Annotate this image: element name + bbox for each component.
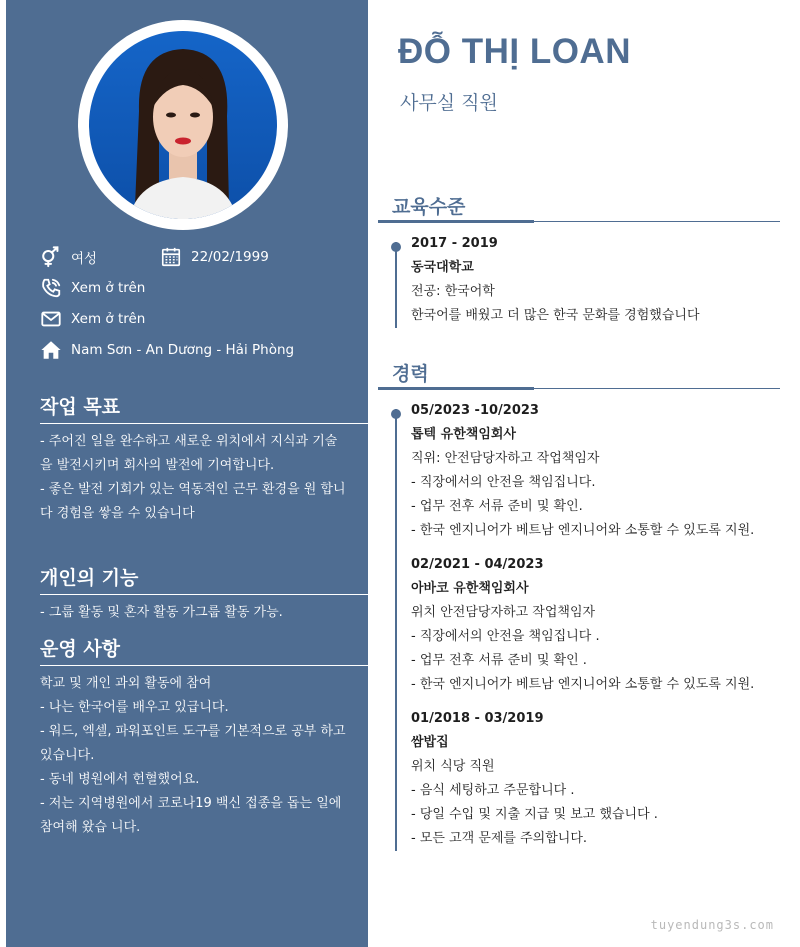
email-icon (40, 308, 62, 330)
activities-title: 운영 사항 (40, 634, 368, 666)
entry-line: 위치 안전담당자하고 작업책임자 (411, 605, 596, 620)
activities-line: - 워드, 엑셀, 파워포인트 도구를 기본적으로 공부 하고 있습니다. (40, 724, 346, 763)
objective-section (40, 392, 368, 526)
entry-line: - 직장에서의 안전을 책임집니다. (411, 475, 596, 490)
birthdate-text: 22/02/1999 (191, 249, 269, 265)
activities-line: - 저는 지역병원에서 코로나19 백신 접종을 돕는 일에참여해 왔습 니다. (40, 796, 342, 835)
experience-section (378, 359, 780, 851)
entry-line: - 당일 수입 및 지출 지급 및 보고 했습니다 . (411, 807, 658, 822)
profile-photo (89, 31, 277, 219)
entry-line: - 직장에서의 안전을 책임집니다 . (411, 629, 600, 644)
education-timeline (378, 232, 780, 328)
activities-line: 학교 및 개인 과외 활동에 참여 (40, 676, 212, 691)
entry-line: 위치 식당 직원 (411, 759, 495, 774)
entry-line: 직위: 안전담당자하고 작업책임자 (411, 451, 600, 466)
skills-title: 개인의 기능 (40, 563, 368, 595)
experience-entry (411, 707, 780, 851)
education-entry (411, 232, 780, 328)
skills-section (40, 563, 368, 625)
candidate-name: ĐỖ THỊ LOAN (398, 32, 631, 71)
objective-line: - 주어진 일을 완수하고 새로운 위치에서 지식과 기술을 발전시키며 회사의 발전에 기여합니다. (40, 434, 338, 473)
phone-icon (40, 277, 62, 299)
timeline-dot (391, 409, 401, 419)
entry-line: - 업무 전후 서류 준비 및 확인 . (411, 653, 587, 668)
timeline-dot (391, 242, 401, 252)
entry-line: 한국어를 배웠고 더 많은 한국 문화를 경험했습니다 (411, 308, 700, 323)
skills-text (40, 601, 368, 625)
email-text: Xem ở trên (71, 311, 146, 327)
entry-organization: 쌈밥집 (411, 735, 449, 750)
timeline-line (395, 242, 397, 328)
entry-organization: 아바코 유한책임회사 (411, 581, 529, 596)
entry-line: - 업무 전후 서류 준비 및 확인. (411, 499, 583, 514)
objective-text (40, 430, 368, 526)
experience-title: 경력 (378, 359, 780, 389)
skills-line: - 그룹 활동 및 혼자 활동 가그룹 활동 가능. (40, 605, 283, 620)
job-title: 사무실 직원 (400, 92, 498, 114)
entry-period: 01/2018 - 03/2019 (411, 711, 544, 726)
calendar-icon (160, 246, 182, 268)
entry-line: - 한국 엔지니어가 베트남 엔지니어와 소통할 수 있도록 지원. (411, 677, 755, 692)
activities-line: - 나는 한국어를 배우고 있급니다. (40, 700, 229, 715)
address-text: Nam Sơn - An Dương - Hải Phòng (71, 342, 295, 358)
entry-organization: 동국대학교 (411, 260, 474, 275)
gender-text: 여성 (71, 251, 98, 267)
activities-section (40, 634, 368, 840)
entry-line: 전공: 한국어학 (411, 284, 495, 299)
phone-row (40, 277, 145, 299)
experience-timeline (378, 399, 780, 851)
email-row (40, 308, 145, 330)
watermark: tuyendung3s.com (650, 918, 774, 932)
phone-text: Xem ở trên (71, 280, 146, 296)
entry-period: 02/2021 - 04/2023 (411, 557, 544, 572)
entry-line: - 모든 고객 문제를 주의합니다. (411, 831, 588, 846)
entry-period: 05/2023 -10/2023 (411, 403, 539, 418)
objective-title: 작업 목표 (40, 392, 368, 424)
objective-line: - 좋은 발전 기회가 있는 역동적인 근무 환경을 원 합니다 경험을 쌓을 수 있습니다 (40, 482, 346, 521)
activities-line: - 동네 병원에서 헌혈했어요. (40, 772, 200, 787)
gender-row (40, 246, 97, 268)
education-title: 교육수준 (378, 192, 780, 222)
entry-line: - 음식 세팅하고 주문합니다 . (411, 783, 575, 798)
address-row (40, 339, 294, 361)
sidebar (6, 0, 368, 947)
experience-entry (411, 553, 780, 697)
gender-icon (40, 246, 62, 268)
entry-line: - 한국 엔지니어가 베트남 엔지니어와 소통할 수 있도록 지원. (411, 523, 755, 538)
timeline-line (395, 409, 397, 851)
home-icon (40, 339, 62, 361)
profile-photo-frame (78, 20, 288, 230)
activities-text (40, 672, 368, 840)
experience-entry (411, 399, 780, 543)
entry-organization: 톱텍 유한책임회사 (411, 427, 516, 442)
education-section (378, 192, 780, 328)
entry-period: 2017 - 2019 (411, 236, 498, 251)
birthdate-row (160, 246, 269, 268)
